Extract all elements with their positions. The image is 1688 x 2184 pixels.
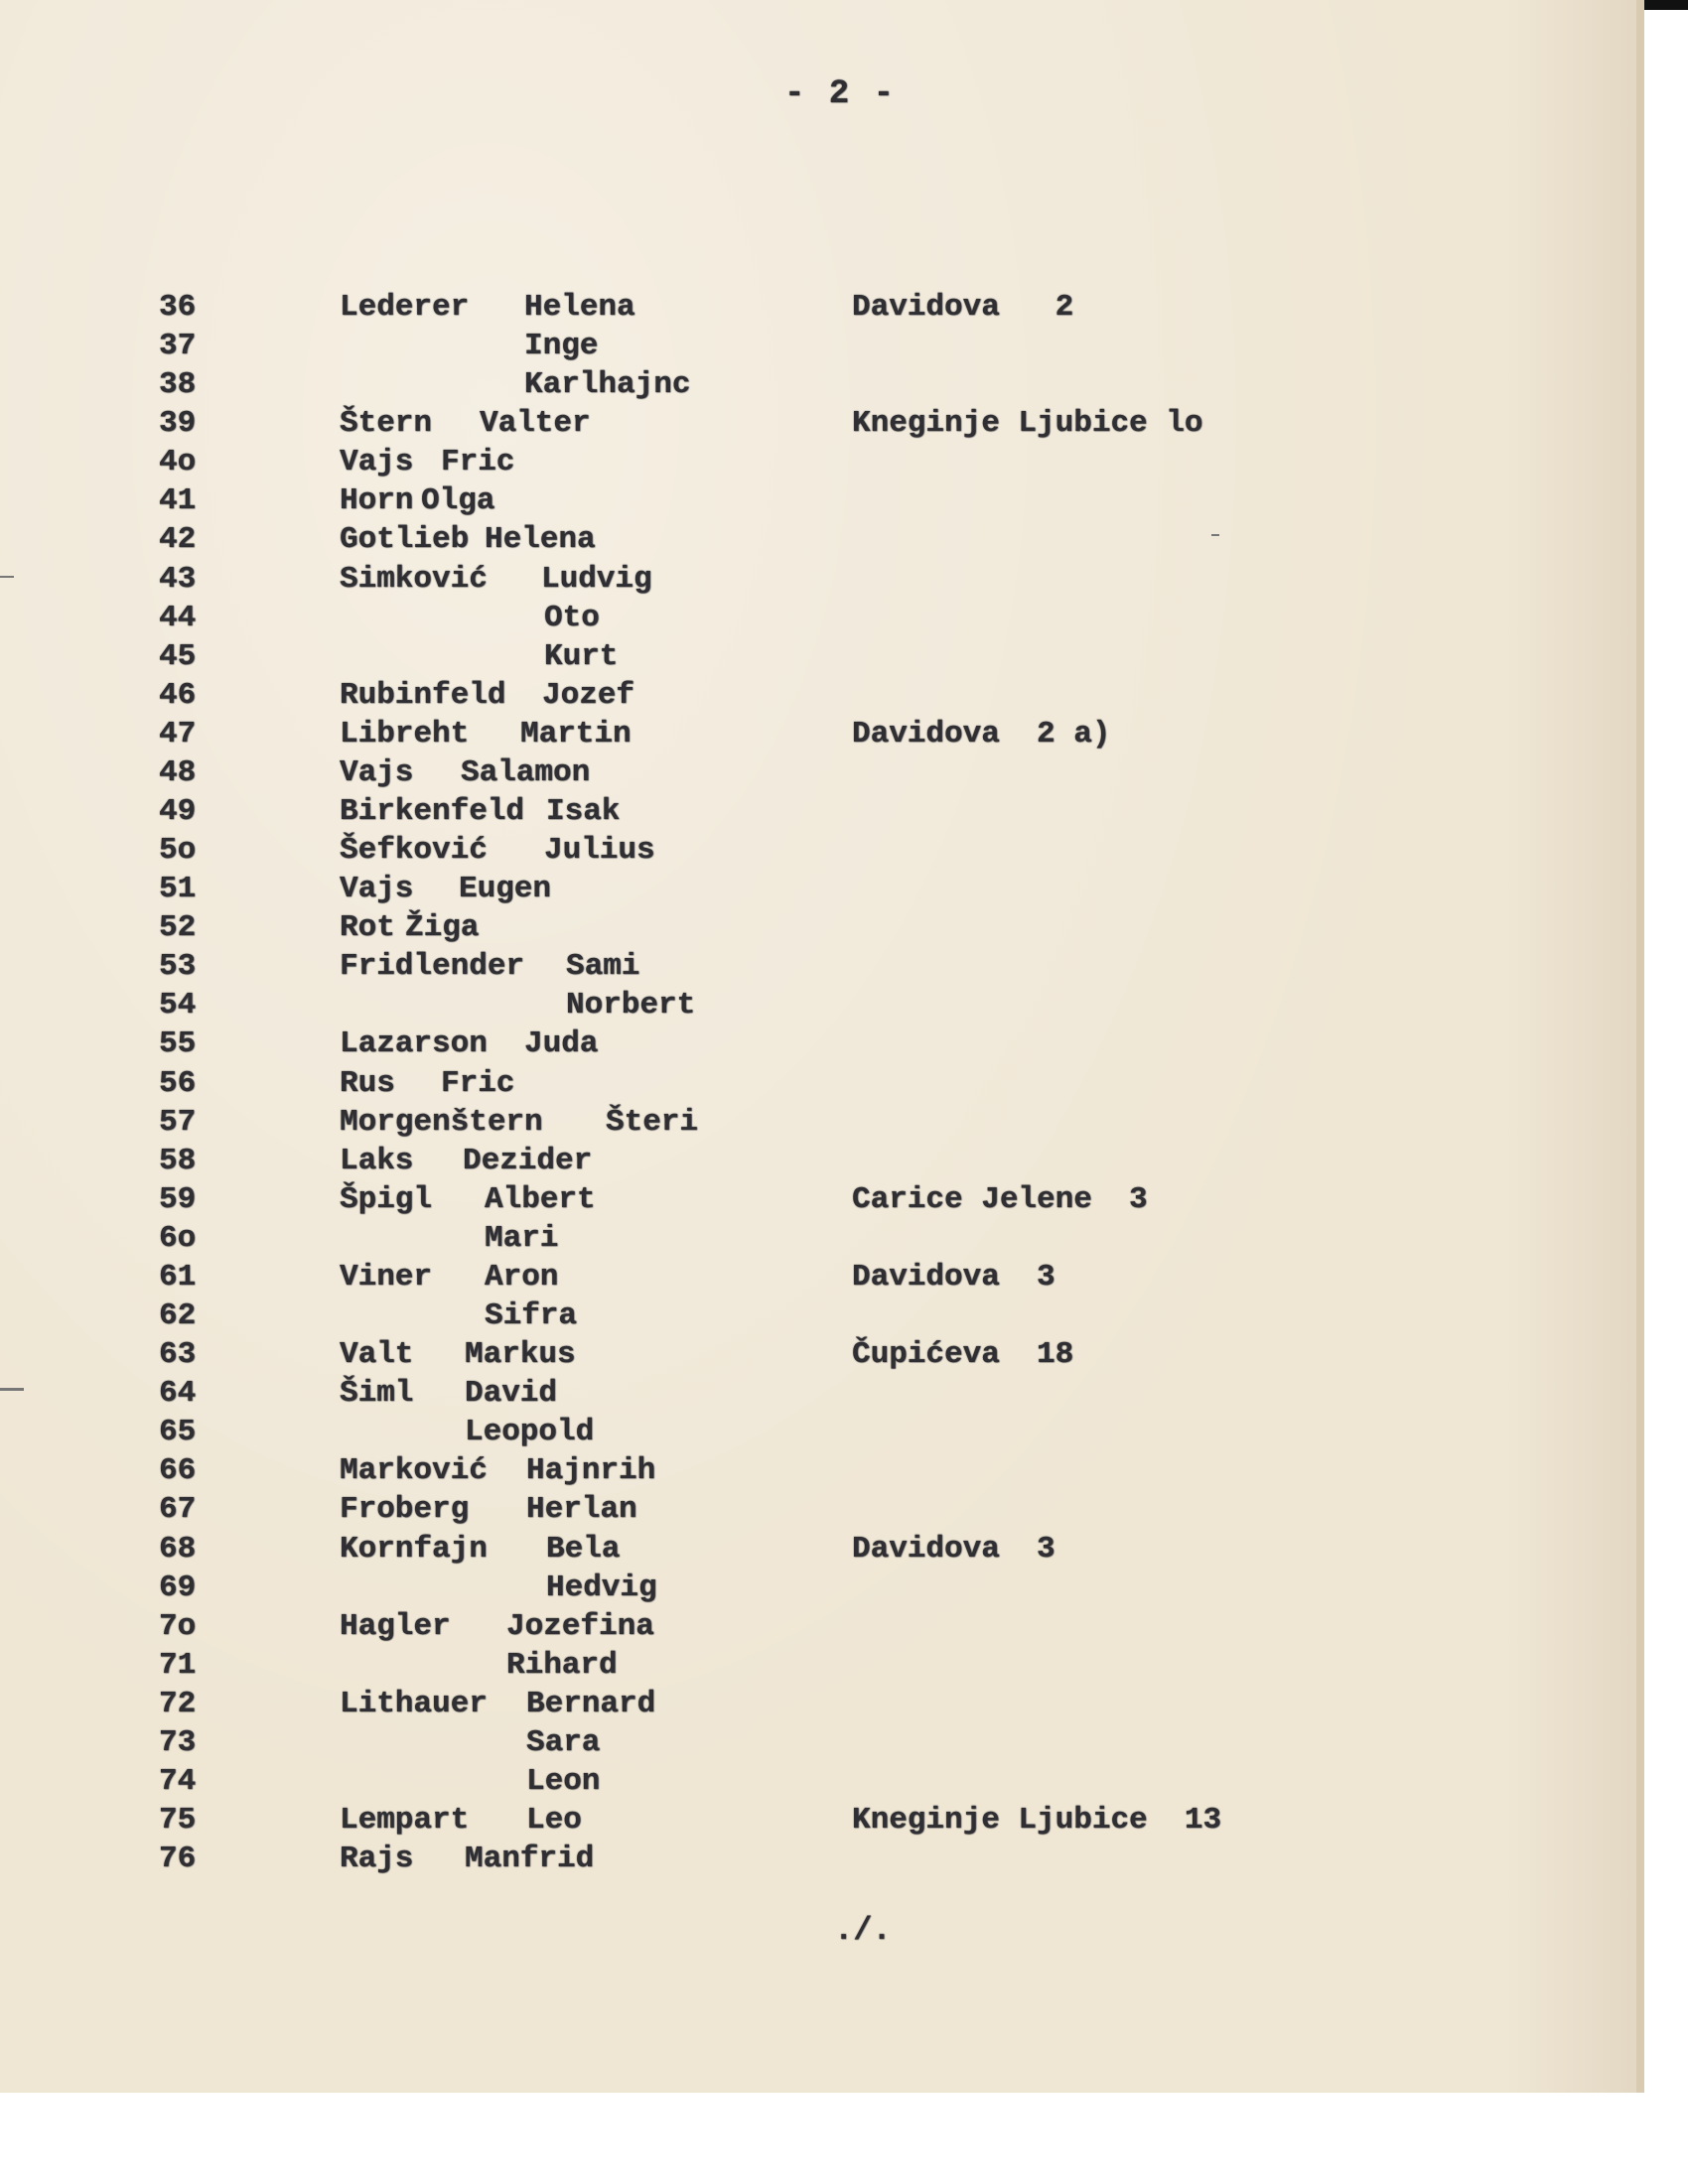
address: Davidova 3	[852, 1531, 1055, 1567]
given-name: Fric	[441, 445, 515, 480]
list-row	[0, 753, 1636, 792]
list-row	[0, 1801, 1636, 1840]
row-number: 41	[159, 483, 197, 519]
given-name: Salamon	[461, 754, 591, 790]
surname: Kornfajn	[340, 1531, 488, 1567]
given-name: Juda	[524, 1026, 599, 1062]
list-row	[0, 1180, 1636, 1219]
surname: Vajs	[340, 754, 414, 790]
row-number: 7o	[159, 1608, 197, 1644]
row-number: 65	[159, 1415, 197, 1450]
row-number: 5o	[159, 833, 197, 869]
row-number: 53	[159, 949, 197, 985]
surname: Marković	[340, 1453, 488, 1489]
list-row	[0, 1685, 1636, 1723]
list-row	[0, 365, 1636, 404]
list-row	[0, 1142, 1636, 1180]
list-row	[0, 327, 1636, 365]
list-row	[0, 792, 1636, 831]
row-number: 58	[159, 1143, 197, 1178]
given-name: Martin	[520, 716, 632, 751]
list-row	[0, 288, 1636, 327]
row-number: 68	[159, 1531, 197, 1567]
list-row	[0, 1646, 1636, 1685]
surname: Lithauer	[340, 1686, 488, 1721]
surname: Vajs	[340, 445, 414, 480]
given-name: Jozef	[542, 677, 635, 713]
address: Čupićeva 18	[852, 1337, 1074, 1373]
list-row	[0, 599, 1636, 637]
list-row	[0, 676, 1636, 715]
surname: Libreht	[340, 716, 470, 751]
row-number: 72	[159, 1686, 197, 1721]
given-name: Olga	[421, 483, 495, 519]
row-number: 54	[159, 988, 197, 1024]
surname: Šiml	[340, 1376, 414, 1412]
surname: Viner	[340, 1259, 433, 1295]
surname: Hagler	[340, 1608, 451, 1644]
row-number: 63	[159, 1337, 197, 1373]
list-row	[0, 986, 1636, 1024]
surname: Lempart	[340, 1803, 470, 1839]
list-row	[0, 1413, 1636, 1451]
row-number: 69	[159, 1570, 197, 1605]
surname: Valt	[340, 1337, 414, 1373]
address: Davidova 2	[852, 290, 1074, 325]
list-row	[0, 1024, 1636, 1063]
list-row	[0, 404, 1636, 443]
row-number: 61	[159, 1259, 197, 1295]
given-name: Helena	[524, 290, 635, 325]
list-row	[0, 947, 1636, 986]
surname: Gotlieb	[340, 522, 470, 558]
list-row	[0, 560, 1636, 599]
list-row	[0, 481, 1636, 520]
list-row	[0, 1762, 1636, 1801]
row-number: 49	[159, 794, 197, 830]
given-name: Kurt	[544, 638, 619, 674]
list-row	[0, 1219, 1636, 1258]
given-name: Albert	[485, 1181, 596, 1217]
list-row	[0, 1297, 1636, 1335]
scan-corner-mark	[1644, 0, 1688, 10]
list-row	[0, 1451, 1636, 1490]
surname: Simković	[340, 561, 488, 597]
row-number: 46	[159, 677, 197, 713]
given-name: Jozefina	[506, 1608, 654, 1644]
row-number: 45	[159, 638, 197, 674]
list-row	[0, 1103, 1636, 1142]
surname: Vajs	[340, 872, 414, 907]
list-row	[0, 637, 1636, 676]
given-name: Rihard	[506, 1647, 618, 1683]
list-row	[0, 715, 1636, 753]
list-row	[0, 1258, 1636, 1297]
given-name: Šteri	[606, 1104, 699, 1140]
surname: Rot	[340, 910, 395, 946]
given-name: Julius	[544, 833, 655, 869]
surname: Lederer	[340, 290, 470, 325]
row-number: 47	[159, 716, 197, 751]
given-name: Sifra	[485, 1298, 578, 1334]
row-number: 43	[159, 561, 197, 597]
row-number: 37	[159, 329, 197, 364]
address: Kneginje Ljubice 13	[852, 1803, 1222, 1839]
surname: Morgenštern	[340, 1104, 543, 1140]
surname: Rajs	[340, 1842, 414, 1877]
row-number: 42	[159, 522, 197, 558]
list-row	[0, 520, 1636, 559]
address: Kneginje Ljubice lo	[852, 406, 1203, 442]
address: Davidova 2 a)	[852, 716, 1111, 751]
row-number: 57	[159, 1104, 197, 1140]
scan-edge	[1636, 0, 1644, 2093]
list-row	[0, 1723, 1636, 1762]
given-name: Isak	[546, 794, 621, 830]
given-name: Inge	[524, 329, 599, 364]
given-name: Norbert	[566, 988, 696, 1024]
row-number: 44	[159, 600, 197, 635]
given-name: Hajnrih	[526, 1453, 656, 1489]
surname: Lazarson	[340, 1026, 488, 1062]
list-row	[0, 1064, 1636, 1103]
given-name: Sara	[526, 1724, 601, 1760]
given-name: Dezider	[463, 1143, 593, 1178]
given-name: Ludvig	[541, 561, 652, 597]
given-name: Helena	[485, 522, 596, 558]
row-number: 36	[159, 290, 197, 325]
list-row	[0, 1569, 1636, 1607]
surname: Štern	[340, 406, 433, 442]
surname: Horn	[340, 483, 414, 519]
row-number: 4o	[159, 445, 197, 480]
row-number: 55	[159, 1026, 197, 1062]
given-name: Hedvig	[546, 1570, 657, 1605]
surname: Laks	[340, 1143, 414, 1178]
given-name: Mari	[485, 1220, 559, 1256]
surname: Birkenfeld	[340, 794, 525, 830]
row-number: 64	[159, 1376, 197, 1412]
page-number: - 2 -	[784, 75, 897, 113]
given-name: Valter	[480, 406, 591, 442]
given-name: Fric	[441, 1065, 515, 1101]
list-row	[0, 1840, 1636, 1878]
given-name: Karlhajnc	[524, 367, 691, 403]
list-row	[0, 1335, 1636, 1374]
given-name: Aron	[485, 1259, 559, 1295]
surname: Froberg	[340, 1492, 470, 1528]
list-row	[0, 443, 1636, 481]
list-row	[0, 1530, 1636, 1569]
row-number: 51	[159, 872, 197, 907]
given-name: Žiga	[405, 910, 480, 946]
row-number: 66	[159, 1453, 197, 1489]
address: Davidova 3	[852, 1259, 1055, 1295]
row-number: 62	[159, 1298, 197, 1334]
row-number: 56	[159, 1065, 197, 1101]
row-number: 52	[159, 910, 197, 946]
row-number: 73	[159, 1724, 197, 1760]
given-name: Leon	[526, 1763, 601, 1799]
list-row	[0, 1490, 1636, 1529]
row-number: 39	[159, 406, 197, 442]
surname: Šefković	[340, 833, 488, 869]
address: Carice Jelene 3	[852, 1181, 1148, 1217]
given-name: Herlan	[526, 1492, 637, 1528]
given-name: Oto	[544, 600, 600, 635]
surname: Rus	[340, 1065, 395, 1101]
continuation-mark: ./.	[834, 1912, 892, 1949]
row-number: 74	[159, 1763, 197, 1799]
row-number: 71	[159, 1647, 197, 1683]
list-row	[0, 831, 1636, 870]
given-name: Leopold	[465, 1415, 595, 1450]
given-name: David	[465, 1376, 558, 1412]
surname: Fridlender	[340, 949, 525, 985]
row-number: 48	[159, 754, 197, 790]
row-number: 76	[159, 1842, 197, 1877]
row-number: 67	[159, 1492, 197, 1528]
list-row	[0, 1374, 1636, 1413]
surname: Špigl	[340, 1181, 433, 1217]
surname: Rubinfeld	[340, 677, 506, 713]
list-row	[0, 1607, 1636, 1646]
resident-list	[0, 288, 1636, 1878]
row-number: 75	[159, 1803, 197, 1839]
list-row	[0, 908, 1636, 947]
given-name: Manfrid	[465, 1842, 595, 1877]
row-number: 59	[159, 1181, 197, 1217]
row-number: 38	[159, 367, 197, 403]
given-name: Sami	[566, 949, 640, 985]
row-number: 6o	[159, 1220, 197, 1256]
given-name: Leo	[526, 1803, 582, 1839]
list-row	[0, 870, 1636, 908]
given-name: Markus	[465, 1337, 576, 1373]
given-name: Bernard	[526, 1686, 656, 1721]
given-name: Bela	[546, 1531, 621, 1567]
given-name: Eugen	[459, 872, 552, 907]
